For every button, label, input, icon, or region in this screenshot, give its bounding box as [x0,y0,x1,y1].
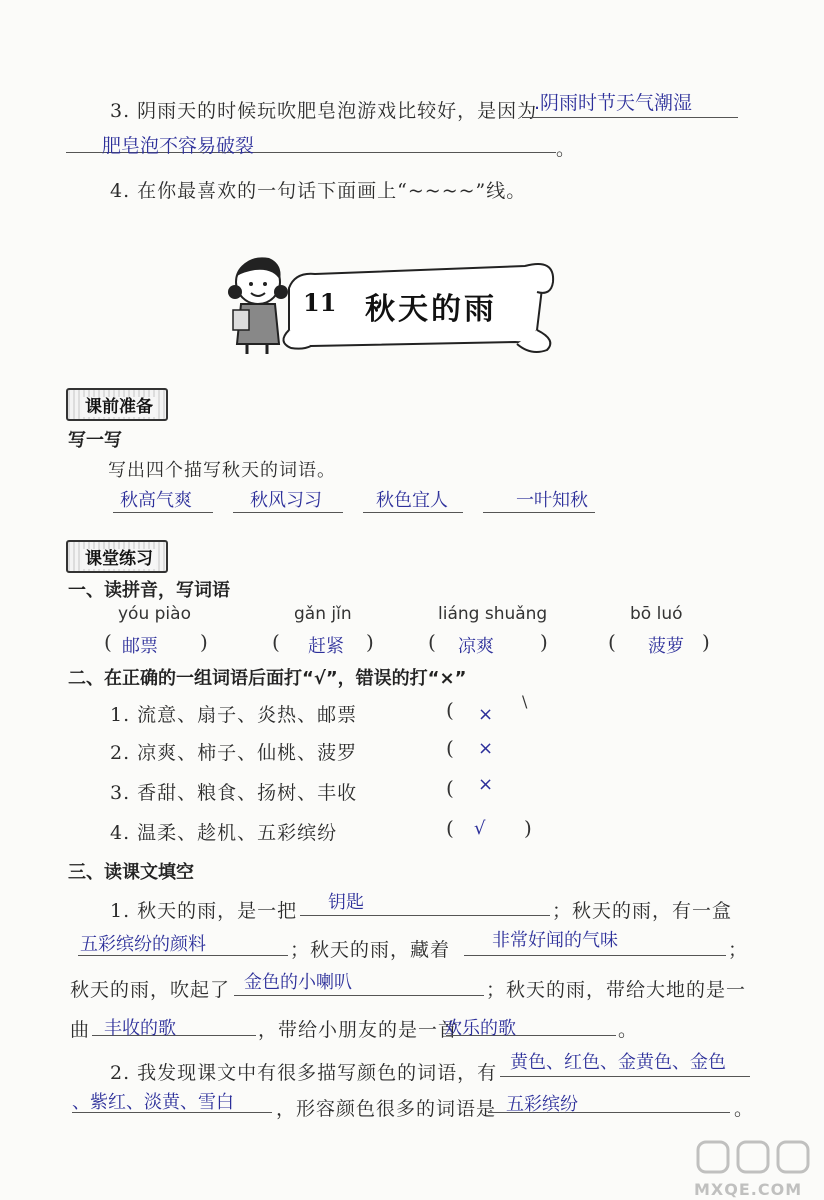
pinyin-3: liáng shuǎng [438,604,548,624]
part2-title: 二、在正确的一组词语后面打“√”，错误的打“×” [68,668,467,689]
q3-answer-2: 肥皂泡不容易破裂 [102,135,255,157]
fill-2-text-3: 。 [734,1098,755,1120]
lesson-number: 11 [303,288,337,317]
fill-1-text-6: ；秋天的雨，带给大地的是一 [486,979,747,1001]
paren-close-4: ) [702,630,710,654]
fill-1-text-7: 曲 [70,1019,91,1041]
pinyin-answer-4: 菠萝 [648,636,684,657]
judge-mark-4: √ [474,818,486,839]
pinyin-answer-3: 凉爽 [458,636,494,657]
judge-item-3: 3. 香甜、粮食、扬树、丰收 [110,782,358,804]
autumn-word-3: 秋色宜人 [376,490,448,511]
fill-1-text-3: ；秋天的雨，藏着 [290,939,451,961]
fill-1-text-9: 。 [618,1019,639,1041]
paren-close-2: ) [366,630,374,654]
fill-2-text-1: 2. 我发现课文中有很多描写颜色的词语，有 [110,1062,498,1084]
judge-paren-open-3: ( [446,776,454,800]
q3-end: 。 [556,138,577,160]
fill-1-answer-4: 金色的小喇叭 [244,972,352,993]
fill-1-text-5: 秋天的雨，吹起了 [70,979,231,1001]
watermark-logo [694,1136,814,1199]
fill-1-text-1: 1. 秋天的雨，是一把 [110,900,298,922]
fill-1-answer-3: 非常好闻的气味 [492,930,618,951]
paren-open-2: ( [272,630,280,654]
paren-open-1: ( [104,630,112,654]
autumn-word-4: 一叶知秋 [516,490,588,511]
q4-text: 4. 在你最喜欢的一句话下面画上“~~~~”线。 [110,180,527,202]
section-badge-inclass [66,540,168,573]
judge-item-1: 1. 流意、扇子、炎热、邮票 [110,704,358,726]
q3-answer-1: .阴雨时节天气潮湿 [534,92,693,114]
pinyin-answer-1: 邮票 [122,636,158,657]
write-instruction: 写出四个描写秋天的词语。 [108,460,336,481]
judge-paren-close-4: ) [524,816,532,840]
paren-close-1: ) [200,630,208,654]
fill-1-line-3 [464,955,726,956]
fill-2-line-1 [500,1076,750,1077]
pinyin-1: yóu piào [118,604,191,624]
watermark-text: MXQE.COM [694,1180,803,1199]
autumn-word-2: 秋风习习 [250,490,322,511]
autumn-word-line-3 [363,512,463,513]
fill-1-text-4: ； [728,939,749,961]
lesson-banner [225,248,565,358]
pinyin-4: bō luó [630,604,683,624]
q3-prefix: 3. 阴雨天的时候玩吹肥皂泡游戏比较好，是因为 [110,100,538,122]
write-heading: 写一写 [68,430,122,451]
fill-2-answer-1: 黄色、红色、金黄色、金色 [510,1052,726,1073]
part1-title: 一、读拼音，写词语 [68,580,230,601]
judge-paren-open-4: ( [446,816,454,840]
fill-1-line-1 [300,915,550,916]
section-badge-preclass-label: 课前准备 [82,397,156,417]
fill-1-answer-6: 欢乐的歌 [444,1018,516,1039]
autumn-word-line-4 [483,512,595,513]
paren-close-3: ) [540,630,548,654]
judge-item-4: 4. 温柔、趁机、五彩缤纷 [110,822,338,844]
judge-mark-2: × [478,738,494,759]
judge-paren-close-1: \ [522,692,528,711]
fill-1-answer-5: 丰收的歌 [104,1018,176,1039]
fill-2-answer-3: 五彩缤纷 [506,1094,578,1115]
fill-1-text-8: ，带给小朋友的是一首 [258,1019,459,1041]
autumn-word-line-1 [113,512,213,513]
fill-2-answer-2: 、紫红、淡黄、雪白 [72,1092,234,1113]
fill-1-answer-2: 五彩缤纷的颜料 [80,934,206,955]
judge-item-2: 2. 凉爽、柿子、仙桃、菠罗 [110,742,358,764]
watermark-seal-icon [694,1136,814,1176]
paren-open-4: ( [608,630,616,654]
pinyin-answer-2: 赶紧 [308,636,344,657]
autumn-word-1: 秋高气爽 [120,490,192,511]
paren-open-3: ( [428,630,436,654]
section-badge-inclass-label: 课堂练习 [82,549,156,569]
autumn-word-line-2 [233,512,343,513]
part3-title: 三、读课文填空 [68,862,194,883]
judge-mark-1: × [478,704,494,725]
fill-2-text-2: ，形容颜色很多的词语是 [276,1098,497,1120]
pinyin-2: gǎn jǐn [294,604,352,624]
fill-1-text-2: ；秋天的雨，有一盒 [552,900,733,922]
fill-1-answer-1: 钥匙 [328,892,364,913]
judge-mark-3: × [478,774,494,795]
fill-1-line-4 [234,995,484,996]
judge-paren-open-1: ( [446,698,454,722]
q3-answer-line-1 [522,117,738,118]
lesson-title: 秋天的雨 [365,292,497,327]
judge-paren-open-2: ( [446,736,454,760]
section-badge-preclass [66,388,168,421]
